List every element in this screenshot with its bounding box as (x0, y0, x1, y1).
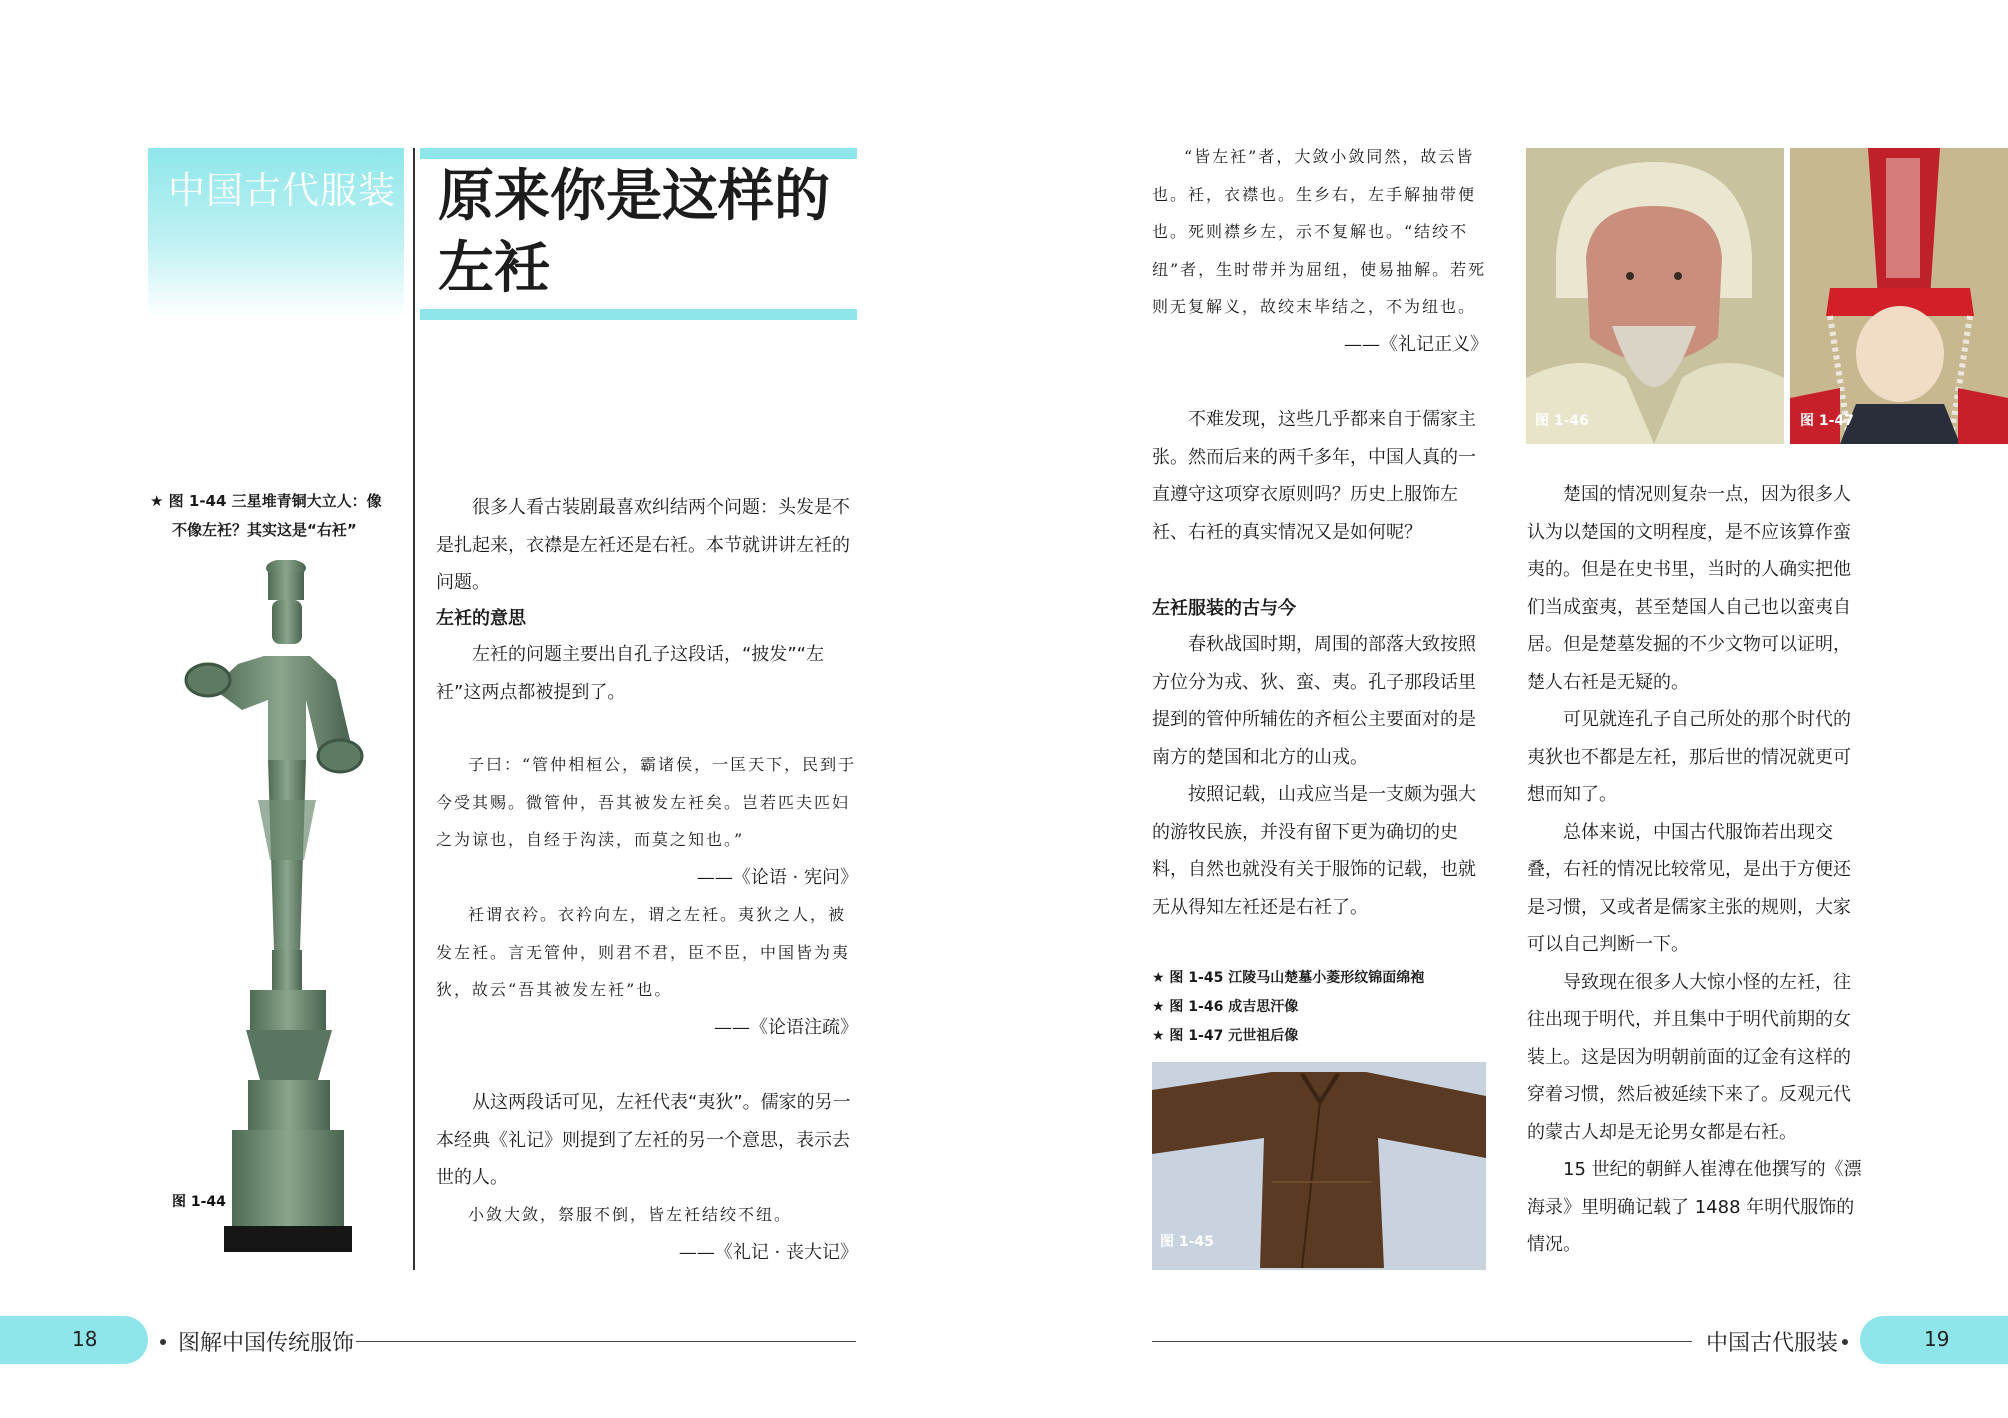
paragraph-confucian (1152, 401, 1488, 551)
quote-source: ——《礼记正义》 (1344, 333, 1488, 355)
section-tab (148, 148, 404, 318)
caption-line: ★ 图 1-45 江陵马山楚墓小菱形纹锦面绵袍 (1152, 970, 1425, 986)
figure-label-1-47: 图 1-47 (1800, 413, 1854, 429)
figure-label-1-44: 图 1-44 (172, 1194, 226, 1210)
figure-label-1-46: 图 1-46 (1535, 413, 1589, 429)
yuan-empress-portrait-image (1790, 148, 2008, 444)
paragraph-text: 从这两段话可见，左衽代表“夷狄”。儒家的另一本经典《礼记》则提到了左衽的另一个意思，表示去世的人。 (436, 1092, 851, 1188)
quote-text: 小敛大敛，祭服不倒，皆左衽结绞不纽。 (468, 1205, 793, 1224)
paragraph-text: 不难发现，这些几乎都来自于儒家主张。然而后来的两千多年，中国人真的一直遵守这项穿衣原则吗？历史上服饰左衽、右衽的真实情况又是如何呢？ (1152, 409, 1476, 543)
footer-book-title: 图解中国传统服饰 (178, 1331, 355, 1356)
page-title: 原来你是这样的左衽 (438, 163, 830, 301)
figure-label-1-45: 图 1-45 (1160, 1234, 1214, 1250)
quote-text: 子曰：“管仲相桓公，霸诸侯，一匡天下，民到于今受其赐。微管仲，吾其被发左衽矣。岂若匹夫匹妇之为谅也，自经于沟渎，而莫之知也。” (436, 755, 857, 849)
paragraph-text: 总体来说，中国古代服饰若出现交叠，右衽的情况比较常见，是出于方便还是习惯，又或者是儒家主张的规则，大家可以自己判断一下。 (1527, 821, 1851, 955)
caption-line: ★ 图 1-47 元世祖后像 (1152, 1028, 1299, 1044)
caption-line: 不像左衽？其实这是“右衽” (172, 521, 357, 539)
quote-liji (436, 1196, 858, 1271)
paragraph-spring-autumn (1152, 626, 1488, 926)
paragraph-text: 按照记载，山戎应当是一支颇为强大的游牧民族，并没有留下更为确切的史料，自然也就没有关于服饰的记载，也就无从得知左衽还是右衽了。 (1152, 784, 1476, 918)
section-heading-past-present: 左衽服装的古与今 (1152, 598, 1296, 619)
intro-paragraph (436, 489, 858, 602)
footer-dot (160, 1339, 166, 1345)
meaning-text: 左衽的问题主要出自孔子这段话，“披发”“左衽”这两点都被提到了。 (436, 644, 824, 703)
figure-captions-right (1152, 964, 1424, 1051)
footer-rule-right (1152, 1341, 1692, 1342)
intro-text: 很多人看古装剧最喜欢纠结两个问题：头发是不是扎起来，衣襟是左衽还是右衽。本节就讲讲左衽的问题。 (436, 497, 850, 593)
paragraph-text: 春秋战国时期，周围的部落大致按照方位分为戎、狄、蛮、夷。孔子那段话里提到的管仲所辅佐的齐桓公主要面对的是南方的楚国和北方的山戎。 (1152, 634, 1476, 768)
caption-line: ★ 图 1-46 成吉思汗像 (1152, 999, 1299, 1015)
paragraph-text: 楚国的情况则复杂一点，因为很多人认为以楚国的文明程度，是不应该算作蛮夷的。但是在史书里，当时的人确实把他们当成蛮夷，甚至楚国人自己也以蛮夷自居。但是楚墓发掘的不少文物可以证明，楚人右衽是无疑的。 (1527, 484, 1851, 693)
quote-text: 衽谓衣衿。衣衿向左，谓之左衽。夷狄之人，被发左衽。言无管仲，则君不君，臣不臣，中国皆为夷狄，故云“吾其被发左衽”也。 (436, 905, 851, 999)
vertical-divider (413, 148, 415, 1270)
page-number: 18 (72, 1327, 98, 1351)
bronze-standing-figure-image (168, 560, 388, 1260)
footer-section-title: 中国古代服装 (1706, 1331, 1839, 1356)
paragraph-text: 导致现在很多人大惊小怪的左衽，往往出现于明代，并且集中于明代前期的女装上。这是因为明朝前面的辽金有这样的穿着习惯，然后被延续下来了。反观元代的蒙古人却是无论男女都是右衽。 (1527, 971, 1851, 1143)
title-bar-bottom (420, 309, 857, 320)
caption-line: ★ 图 1-44 三星堆青铜大立人：像 (150, 492, 382, 510)
quote-source: ——《礼记 · 丧大记》 (678, 1241, 858, 1263)
meaning-paragraph (436, 636, 858, 711)
page-number-pill-left (0, 1316, 148, 1364)
footer-dot (1842, 1339, 1848, 1345)
quote-liji-zhengyi (1152, 138, 1488, 363)
paragraph-yidi (436, 1084, 858, 1197)
quote-source: ——《论语注疏》 (714, 1016, 858, 1038)
footer-rule-left (356, 1341, 856, 1342)
section-heading-meaning: 左衽的意思 (436, 608, 526, 629)
genghis-khan-portrait-image (1526, 148, 1784, 444)
page-number-pill-right (1860, 1316, 2008, 1364)
figure-caption-1-44 (150, 487, 410, 545)
paragraph-text: 可见就连孔子自己所处的那个时代的夷狄也不都是左衽，那后世的情况就更可想而知了。 (1527, 709, 1851, 805)
section-tab-label: 中国古代服装 (168, 169, 396, 212)
page-number: 19 (1924, 1327, 1950, 1351)
title-bar-top (420, 148, 857, 159)
paragraph-text: 15 世纪的朝鲜人崔溥在他撰写的《漂海录》里明确记载了 1488 年明代服饰的情况。 (1527, 1159, 1862, 1255)
right-column-text (1527, 476, 1863, 1264)
quote-analects (436, 746, 858, 1046)
quote-text: “皆左衽”者，大敛小敛同然，故云皆也。衽，衣襟也。生乡右，左手解抽带便也。死则襟乡左，示不复解也。“结绞不纽”者，生时带并为屈纽，使易抽解。若死则无复解义，故绞末毕结之，不为纽也。 (1152, 147, 1487, 316)
quote-source: ——《论语 · 宪问》 (696, 866, 858, 888)
